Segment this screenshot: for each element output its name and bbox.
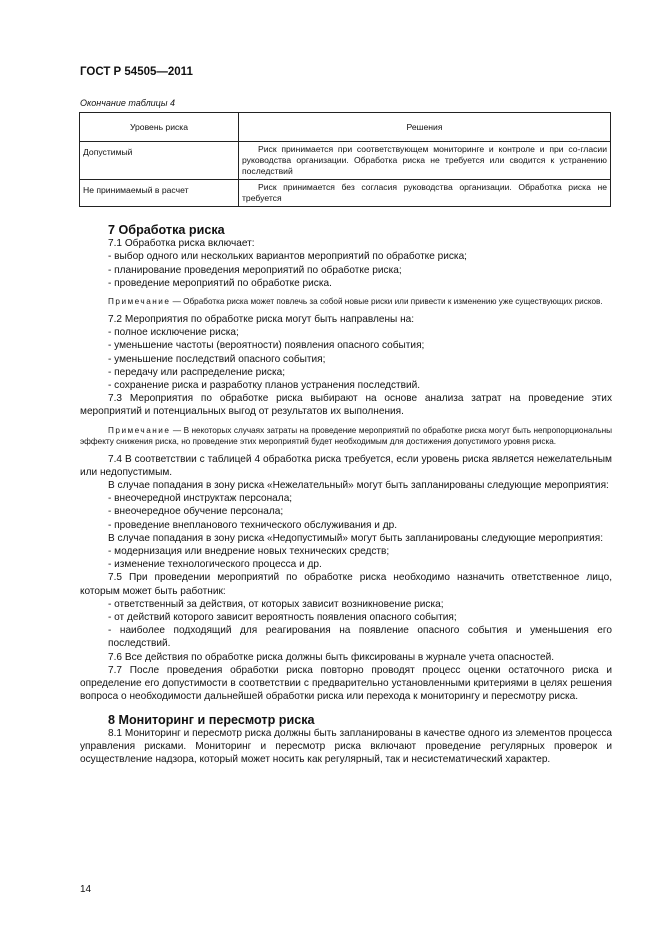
list-item: - сохранение риска и разработку планов устранения последствий. (108, 380, 421, 392)
cell-decision: Риск принимается при соответствующем мониторинге и контроле и при со-гласии руководства организации. Обработка риска не требуется или сводится к устранению последствий (239, 142, 611, 180)
header-risk-level: Уровень риска (80, 113, 239, 142)
list-item: - передачу или распределение риска; (108, 366, 286, 378)
list-item: - проведение мероприятий по обработке риска. (108, 277, 332, 289)
cell-decision: Риск принимается без согласия руководства организации. Обработка риска не требуется (239, 180, 611, 207)
section-7-heading: 7 Обработка риска (108, 223, 225, 237)
note-label: Примечание (108, 297, 171, 307)
list-item: - проведение внепланового технического обслуживания и др. (108, 519, 398, 531)
list-item: - планирование проведения мероприятий по обработке риска; (108, 264, 402, 276)
paragraph-8-1: 8.1 Мониторинг и пересмотр риска должны быть запланированы в качестве одного из элементов процесса управления рисками. Мониторинг и пересмотр риска включают проведение регулярных проверок и осуществление надзора, который может носить как регулярный, так и несистематический характер. (80, 727, 612, 766)
list-item: - внеочередное обучение персонала; (108, 506, 284, 518)
paragraph-7-4-undesirable: В случае попадания в зону риска «Нежелательный» могут быть запланированы следующие мероприятия: (108, 480, 609, 492)
note-text: — В некоторых случаях затраты на проведение мероприятий по обработке риска могут быть непропорциональны эффекту снижения риска, но проведение этих мероприятий будет необходимым для достижения допустимого уровня риска. (80, 425, 612, 446)
table-row (80, 142, 611, 180)
risk-table (79, 112, 611, 207)
paragraph-7-2: 7.2 Мероприятия по обработке риска могут быть направлены на: (108, 314, 415, 326)
header-decisions: Решения (239, 113, 611, 142)
document-body (80, 224, 612, 766)
list-item: - от действий которого зависит вероятность появления опасного события; (108, 612, 457, 624)
list-item: - внеочередной инструктаж персонала; (108, 493, 293, 505)
paragraph-7-5: 7.5 При проведении мероприятий по обработке риска необходимо назначить ответственное лицо, которым может быть работник: (80, 572, 612, 597)
document-id: ГОСТ Р 54505—2011 (80, 66, 193, 78)
table-caption: Окончание таблицы 4 (80, 98, 175, 108)
note-text: — Обработка риска может повлечь за собой новые риски или привести к изменению уже существующих рисков. (170, 297, 603, 307)
list-item: - изменение технологического процесса и др. (108, 559, 322, 571)
paragraph-7-6: 7.6 Все действия по обработке риска должны быть фиксированы в журнале учета опасностей. (108, 651, 555, 663)
list-item: - выбор одного или нескольких вариантов мероприятий по обработке риска; (108, 251, 467, 263)
note-label: Примечание (108, 425, 171, 435)
note-2 (80, 425, 612, 447)
paragraph-7-4-unacceptable: В случае попадания в зону риска «Недопустимый» могут быть запланированы следующие мероприятия: (108, 532, 604, 544)
paragraph-7-1: 7.1 Обработка риска включает: (108, 238, 255, 250)
cell-risk-level: Не принимаемый в расчет (80, 180, 239, 207)
paragraph-7-4: 7.4 В соответствии с таблицей 4 обработка риска требуется, если уровень риска является нежелательным или недопустимым. (80, 453, 612, 478)
list-item: - модернизация или внедрение новых технических средств; (108, 546, 390, 558)
list-item: - уменьшение частоты (вероятности) появления опасного события; (108, 340, 425, 352)
list-item: - уменьшение последствий опасного события; (108, 353, 326, 365)
page-number: 14 (80, 884, 92, 895)
list-item: - наиболее подходящий для реагирования на появление опасного события и уменьшения его последствий. (108, 625, 612, 650)
table-row (80, 180, 611, 207)
table-header-row (80, 113, 611, 142)
note-1 (80, 296, 612, 307)
cell-risk-level: Допустимый (80, 142, 239, 180)
section-8-heading: 8 Мониторинг и пересмотр риска (108, 712, 315, 727)
paragraph-7-7: 7.7 После проведения обработки риска повторно проводят процесс оценки остаточного риска и определение его допустимости в соответствии с предварительно установленными критериями в целях решения вопроса о необходимости дальнейшей обработки риска или перехода к мониторингу и пересмотру риска. (80, 664, 612, 703)
list-item: - ответственный за действия, от которых зависит возникновение риска; (108, 598, 444, 610)
list-item: - полное исключение риска; (108, 327, 239, 339)
paragraph-7-3: 7.3 Мероприятия по обработке риска выбирают на основе анализа затрат на проведение этих мероприятий и потенциальных выгод от результатов их выполнения. (80, 393, 612, 418)
